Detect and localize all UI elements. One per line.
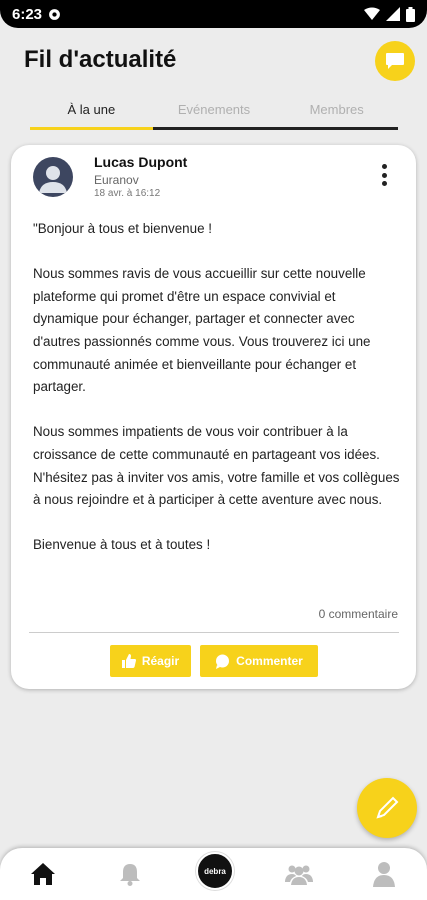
bottom-nav [0,848,427,900]
more-dot-icon [382,164,387,169]
react-button[interactable] [110,645,191,677]
divider [29,632,399,633]
post-paragraph: Nous sommes impatients de vous voir contribuer à la croissance de cette communauté en partageant vos idées. N'hésitez pas à inviter vos amis, votre famille et vos collègues à nous rejoindre et à participer à cette aventure avec nous. [33,424,400,508]
home-icon [30,862,56,886]
more-options-button[interactable] [376,161,392,189]
nav-notifications[interactable] [114,858,146,890]
comment-bubble-icon [215,654,230,669]
tab-evenements[interactable]: Evénements [177,102,251,117]
nav-logo[interactable] [196,852,234,890]
chat-icon [385,52,405,70]
status-icons [364,7,415,22]
pencil-icon [374,795,400,821]
chat-button[interactable] [375,41,415,81]
post-body [33,218,401,580]
author-organization: Euranov [94,173,139,187]
more-dot-icon [382,173,387,178]
nav-profile[interactable] [368,858,400,890]
nav-members[interactable] [283,858,315,890]
status-time: 6:23 [12,5,43,23]
comment-label: Commenter [236,654,303,668]
bell-icon [119,862,141,886]
thumbs-up-icon [122,654,136,668]
logo-text: debra [204,866,226,876]
battery-icon [406,7,415,22]
react-label: Réagir [141,654,180,668]
user-icon [33,157,73,197]
new-post-button[interactable] [357,778,417,838]
header [0,28,427,98]
post-card [11,145,416,689]
wifi-icon [364,7,380,21]
notification-icon [48,8,61,21]
avatar[interactable] [33,157,73,197]
tab-bar [30,94,398,130]
post-paragraph: Nous sommes ravis de vous accueillir sur cette nouvelle plateforme qui promet d'être un espace convivial et dynamique pour échanger, partager et connecter avec d'autres passionnés comme vous. Vous trouverez ici une communauté animée et bienveillante pour échanger et partager. [33,266,371,395]
nav-home[interactable] [27,858,59,890]
more-dot-icon [382,181,387,186]
tab-membres[interactable]: Membres [309,102,364,117]
profile-icon [372,861,396,887]
author-name[interactable]: Lucas Dupont [94,154,188,170]
post-paragraph: "Bonjour à tous et bienvenue ! [33,221,212,236]
tab-a-la-une[interactable]: À la une [30,94,153,127]
comment-count[interactable]: 0 commentaire [318,607,398,621]
signal-icon [386,7,400,21]
post-paragraph: Bienvenue à tous et à toutes ! [33,537,211,553]
members-icon [285,863,313,885]
post-date: 18 avr. à 16:12 [94,188,161,199]
status-bar [0,0,427,28]
page-title: Fil d'actualité [24,46,177,73]
comment-button[interactable] [200,645,318,677]
